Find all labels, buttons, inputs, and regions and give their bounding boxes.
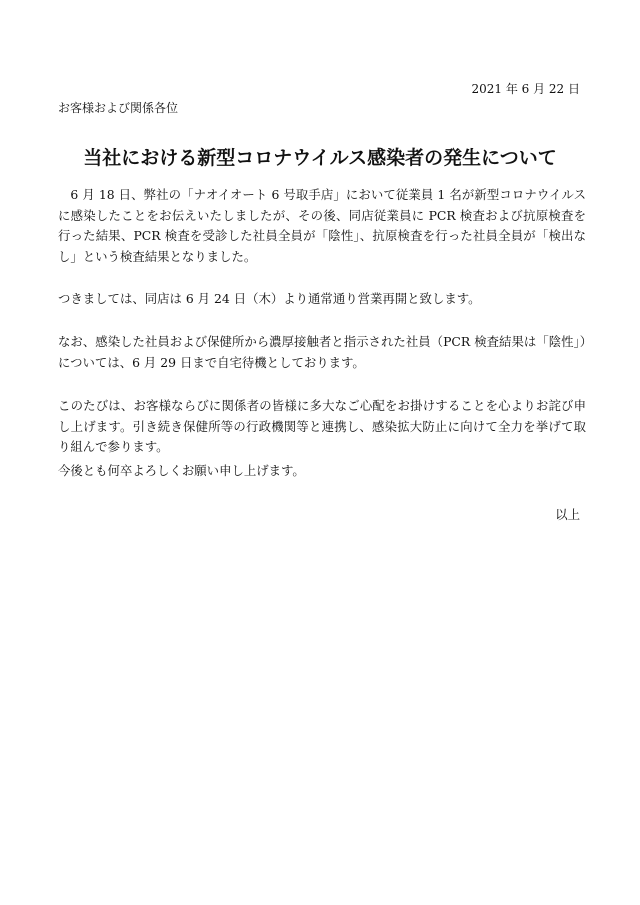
paragraph-apology: このたびは、お客様ならびに関係者の皆様に多大なご心配をお掛けすることを心よりお詫び申し上げます。引き続き保健所等の行政機関等と連携し、感染拡大防止に向けて全力を挙げて取り組んで参ります。 bbox=[58, 398, 586, 454]
document-date: 2021 年 6 月 22 日 bbox=[471, 82, 580, 96]
paragraph-reopening: つきましては、同店は 6 月 24 日（木）より通常通り営業再開と致します。 bbox=[58, 291, 481, 306]
paragraph-closing-remark: 今後とも何卒よろしくお願い申し上げます。 bbox=[58, 463, 305, 478]
paragraph-test-results: 6 月 18 日、弊社の「ナオイオート 6 号取手店」において従業員 1 名が新型コロナウイルスに感染したことをお伝えいたしましたが、その後、同店従業員に PCR 検査および抗原検査を行った結果、PCR 検査を受診した社員全員が「陰性」、抗原検査を行った社員全員が「検出なし」という検査結果となりました。 bbox=[58, 187, 586, 264]
document-title: 当社における新型コロナウイルス感染者の発生について bbox=[83, 147, 557, 169]
closing-mark: 以上 bbox=[555, 507, 580, 522]
addressee: お客様および関係各位 bbox=[58, 101, 179, 115]
paragraph-home-quarantine: なお、感染した社員および保健所から濃厚接触者と指示された社員（PCR 検査結果は「陰性」）については、6 月 29 日まで自宅待機としております。 bbox=[58, 334, 586, 370]
